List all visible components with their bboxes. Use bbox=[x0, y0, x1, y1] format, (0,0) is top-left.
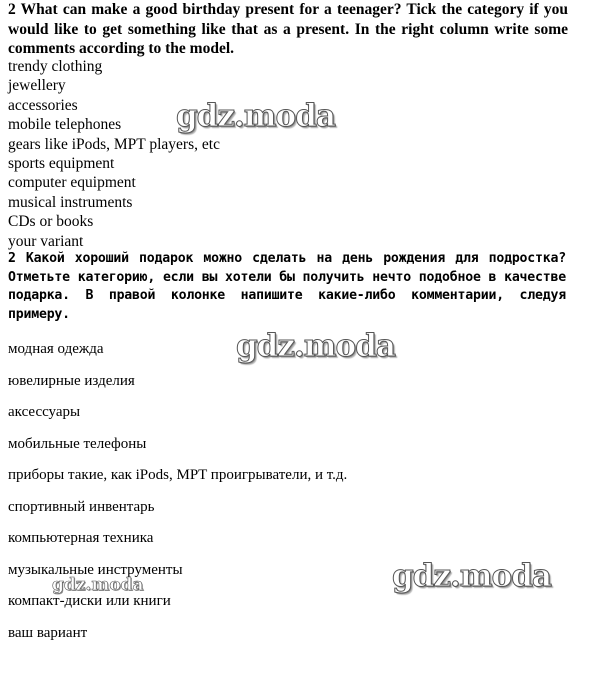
list-item: mobile telephones bbox=[8, 116, 122, 134]
list-item: your variant bbox=[8, 232, 84, 250]
list-item: спортивный инвентарь bbox=[8, 498, 155, 515]
list-item: компакт-диски или книги bbox=[8, 593, 171, 609]
list-item: CDs or books bbox=[8, 213, 94, 231]
list-item: мобильные телефоны bbox=[8, 435, 147, 452]
list-item: аксессуары bbox=[8, 404, 81, 420]
list-item: модная одежда bbox=[8, 341, 104, 357]
english-category-list bbox=[8, 57, 220, 251]
watermark: gdz.moda bbox=[236, 328, 395, 364]
watermark: gdz.moda bbox=[392, 558, 551, 594]
watermark: gdz.moda bbox=[52, 575, 144, 595]
watermark: gdz.moda bbox=[176, 98, 335, 134]
russian-category-list bbox=[8, 339, 347, 654]
list-item: accessories bbox=[8, 96, 78, 114]
list-item: computer equipment bbox=[8, 174, 136, 192]
list-item: приборы такие, как iPods, MPT проигрыватели, и т.д. bbox=[8, 467, 348, 483]
list-item: компьютерная техника bbox=[8, 530, 154, 546]
list-item: ювелирные изделия bbox=[8, 372, 135, 389]
list-item: musical instruments bbox=[8, 193, 133, 211]
list-item: gears like iPods, MPT players, etc bbox=[8, 135, 220, 153]
list-item: ваш вариант bbox=[8, 624, 88, 641]
list-item: trendy clothing bbox=[8, 58, 103, 75]
russian-task-heading: 2 Какой хороший подарок можно сделать на день рождения для подростка? Отметьте категорию, если вы хотели бы получить нечто подобное в качестве подарка. В правой колонке напишите какие-либо комментарии, следуя примеру. bbox=[8, 251, 566, 322]
list-item: музыкальные инструменты bbox=[8, 561, 183, 578]
list-item: jewellery bbox=[8, 77, 66, 95]
list-item: sports equipment bbox=[8, 154, 115, 172]
english-task-heading: 2 What can make a good birthday present for a teenager? Tick the category if you would like to get something like that as a present. In the right column write some comments according to the model. bbox=[8, 1, 568, 57]
